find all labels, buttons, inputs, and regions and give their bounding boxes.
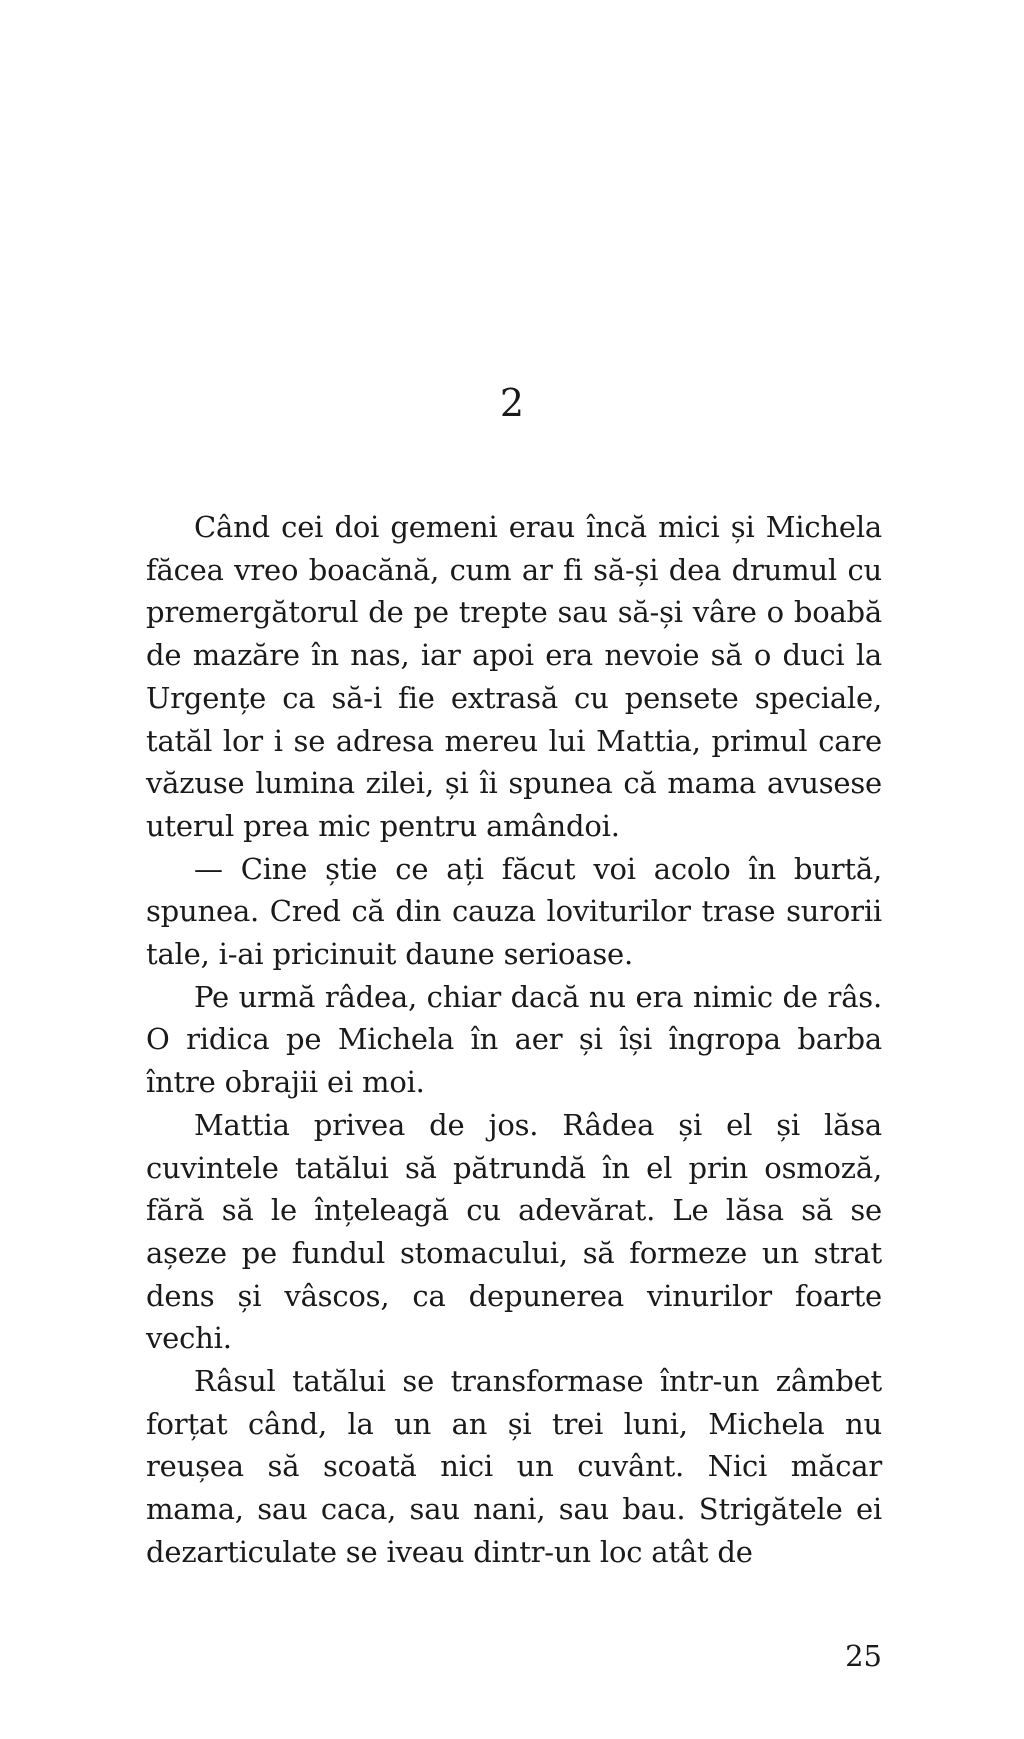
page-number: 25 <box>845 1639 882 1673</box>
paragraph: — Cine știe ce ați făcut voi acolo în burtă, spunea. Cred că din cauza loviturilor trase surorii tale, i-ai pricinuit daune serioase. <box>146 851 882 972</box>
chapter-text <box>146 506 882 1574</box>
paragraph: Pe urmă râdea, chiar dacă nu era nimic de râs. O ridica pe Michela în aer și își îngropa barba între obrajii ei moi. <box>146 979 882 1100</box>
paragraph: Râsul tatălui se transformase într-un zâmbet forțat când, la un an și trei luni, Michela nu reușea să scoată nici un cuvânt. Nici măcar mama, sau caca, sau nani, sau bau. Strigătele ei dezarticulate se iveau dintr-un loc atât de <box>146 1364 882 1569</box>
paragraph: Când cei doi gemeni erau încă mici și Michela făcea vreo boacănă, cum ar fi să-și dea drumul cu premergătorul de pe trepte sau să-și vâre o boabă de mazăre în nas, iar apoi era nevoie să o duci la Urgențe ca să-i fie extrasă cu pensete speciale, tatăl lor i se adresa mereu lui Mattia, primul care văzuse lumina zilei, și îi spunea că mama avusese uterul prea mic pentru amândoi. <box>146 510 882 843</box>
paragraph: Mattia privea de jos. Râdea și el și lăsa cuvintele tatălui să pătrundă în el prin osmoză, fără să le înțeleagă cu adevărat. Le lăsa să se așeze pe fundul stomacului, să formeze un strat dens și vâscos, ca depunerea vinurilor foarte vechi. <box>146 1107 882 1356</box>
chapter-number: 2 <box>499 381 525 425</box>
